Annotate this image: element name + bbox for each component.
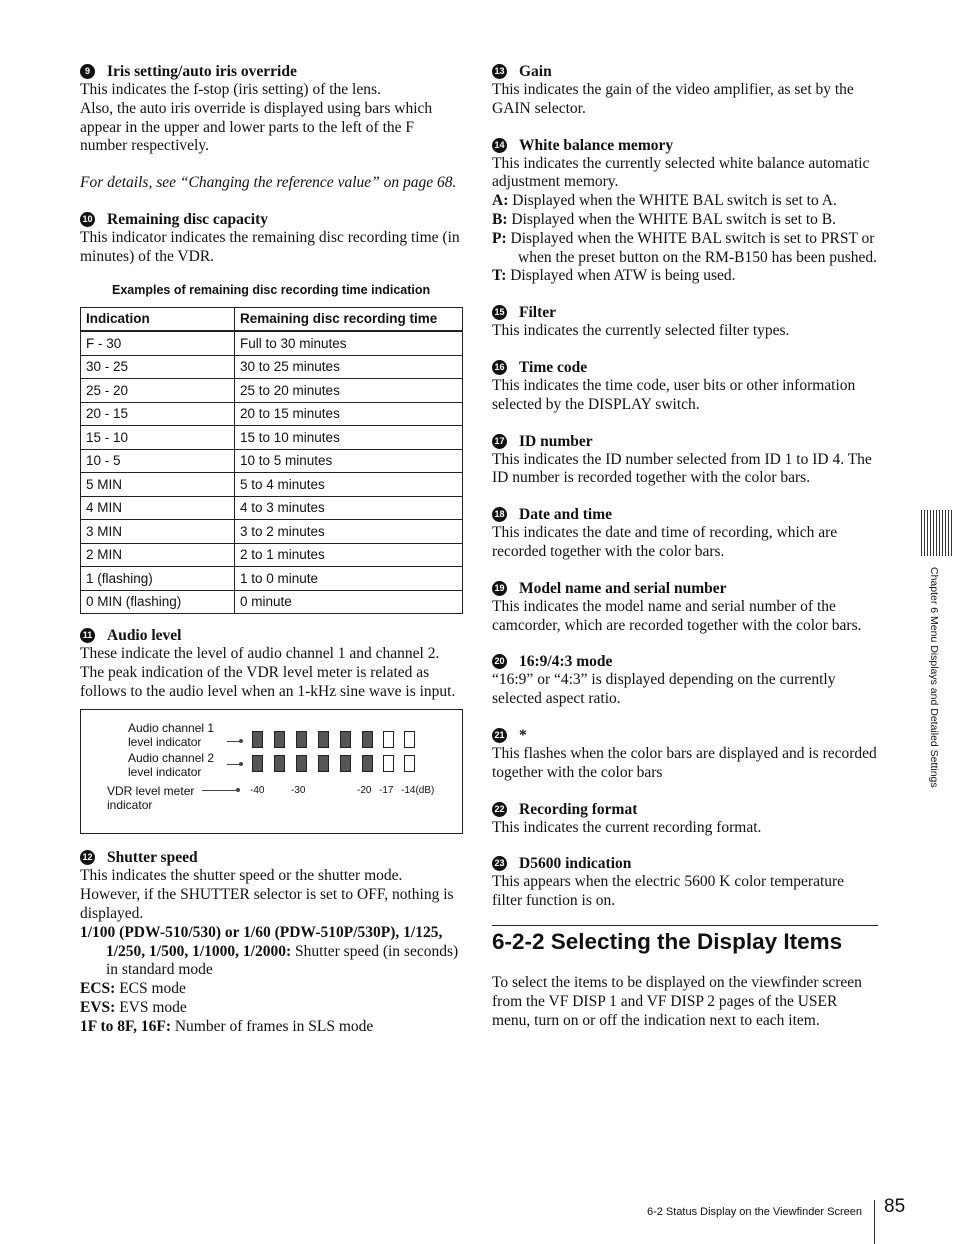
chapter-tab-marker xyxy=(921,510,954,556)
recording-time-cell: 25 to 20 minutes xyxy=(235,379,463,403)
definition-term: 1/100 (PDW-510/530) or 1/60 (PDW-510P/530P), 1/125, 1/250, 1/500, 1/1000, 1/2000: xyxy=(80,923,443,960)
paragraph: This indicates the gain of the video amplifier, as set by the GAIN selector. xyxy=(492,81,854,117)
indication-cell: 25 - 20 xyxy=(81,379,235,403)
definition-item xyxy=(80,1018,463,1037)
definition-term: ECS: xyxy=(80,980,116,998)
table-row xyxy=(81,567,463,591)
definition-desc: Number of frames in SLS mode xyxy=(170,1017,374,1035)
definition-desc: Displayed when the WHITE BAL switch is set to PRST or when the preset button on the RM-B150 has been pushed. xyxy=(506,229,878,266)
table-row xyxy=(81,379,463,403)
item-number-icon: 22 xyxy=(492,802,507,817)
paragraph: These indicate the level of audio channel 1 and channel 2. The peak indication of the VDR level meter is related as follows to the audio level when an 1-kHz sine wave is input. xyxy=(80,645,456,700)
level-segment xyxy=(296,755,307,772)
item-number-icon: 10 xyxy=(80,212,95,227)
section-title: Iris setting/auto iris override xyxy=(107,63,297,80)
section-title: Audio level xyxy=(107,627,182,645)
recording-time-cell: 3 to 2 minutes xyxy=(235,520,463,544)
table-row xyxy=(81,473,463,497)
table-row xyxy=(81,543,463,567)
item-number-icon: 23 xyxy=(492,856,507,871)
page-number: 85 xyxy=(884,1196,906,1217)
ch2-label: Audio channel 2 level indicator xyxy=(128,751,215,780)
indication-cell: 5 MIN xyxy=(81,473,235,497)
definition-term: B: xyxy=(492,210,508,228)
definition-term: A: xyxy=(492,192,509,210)
paragraph: This flashes when the color bars are displayed and is recorded together with the color bars xyxy=(492,744,877,781)
table-header-row xyxy=(81,307,463,331)
recording-time-cell: Full to 30 minutes xyxy=(235,331,463,355)
section-time-code xyxy=(492,358,878,415)
paragraph: This indicates the current recording format. xyxy=(492,818,762,836)
paragraph: This indicates the currently selected filter types. xyxy=(492,322,790,340)
definition-item xyxy=(492,211,878,230)
paragraph: This indicates the model name and serial number of the camcorder, which are recorded together with the color bars. xyxy=(492,597,862,634)
section-date-time xyxy=(492,505,878,562)
definition-item xyxy=(492,192,878,211)
section-filter xyxy=(492,303,878,341)
level-segment xyxy=(296,731,307,748)
section-shutter xyxy=(80,848,463,1036)
level-segment xyxy=(340,731,351,748)
paragraph: This indicates the currently selected white balance automatic adjustment memory. xyxy=(492,154,870,191)
section-d5600 xyxy=(492,854,878,911)
definition-desc: Displayed when ATW is being used. xyxy=(506,267,736,285)
paragraph: “16:9” or “4:3” is displayed depending on the currently selected aspect ratio. xyxy=(492,671,836,708)
table-row xyxy=(81,590,463,614)
section-iris xyxy=(80,62,463,193)
section-disc xyxy=(80,210,463,614)
indication-cell: 10 - 5 xyxy=(81,449,235,473)
level-segment xyxy=(383,755,394,772)
item-number-icon: 18 xyxy=(492,507,507,522)
column-header: Remaining disc recording time xyxy=(235,307,463,331)
right-column xyxy=(492,62,878,1030)
definition-item xyxy=(492,267,878,286)
item-number-icon: 16 xyxy=(492,360,507,375)
table-row xyxy=(81,355,463,379)
item-number-icon: 17 xyxy=(492,434,507,449)
table-row xyxy=(81,402,463,426)
section-title: ID number xyxy=(519,432,593,450)
left-column xyxy=(80,62,463,1054)
level-segment xyxy=(318,755,329,772)
indication-cell: 0 MIN (flashing) xyxy=(81,590,235,614)
section-id-number xyxy=(492,432,878,489)
definition-term: P: xyxy=(492,229,507,247)
section-title: Date and time xyxy=(519,506,612,524)
table-row xyxy=(81,449,463,473)
indication-cell: 4 MIN xyxy=(81,496,235,520)
level-segment xyxy=(362,731,373,748)
recording-time-cell: 20 to 15 minutes xyxy=(235,402,463,426)
definition-item xyxy=(80,980,463,999)
section-title: White balance memory xyxy=(519,136,674,154)
definition-desc: EVS mode xyxy=(115,999,187,1017)
section-model-name xyxy=(492,579,878,636)
level-segment xyxy=(274,755,285,772)
recording-time-cell: 5 to 4 minutes xyxy=(235,473,463,497)
recording-time-cell: 10 to 5 minutes xyxy=(235,449,463,473)
item-number-icon: 13 xyxy=(492,64,507,79)
level-segment xyxy=(274,731,285,748)
tick-label: -17 xyxy=(379,785,394,797)
paragraph: This indicates the f-stop (iris setting) of the lens. xyxy=(80,81,381,98)
section-title: * xyxy=(519,726,527,744)
recording-time-cell: 4 to 3 minutes xyxy=(235,496,463,520)
level-segment xyxy=(404,755,415,772)
tick-label: -14(dB) xyxy=(401,785,435,797)
tick-label: -30 xyxy=(291,785,306,797)
paragraph: This indicates the shutter speed or the shutter mode. However, if the SHUTTER selector is set to OFF, nothing is displayed. xyxy=(80,867,454,923)
vdr-meter-label: VDR level meter indicator xyxy=(107,784,195,813)
definition-desc: Displayed when the WHITE BAL switch is set to B. xyxy=(507,210,836,228)
definition-desc: ECS mode xyxy=(115,980,186,998)
recording-time-cell: 1 to 0 minute xyxy=(235,567,463,591)
paragraph: This appears when the electric 5600 K color temperature filter function is on. xyxy=(492,873,845,910)
section-title: Model name and serial number xyxy=(519,579,727,597)
table-row xyxy=(81,331,463,355)
indication-cell: 15 - 10 xyxy=(81,426,235,450)
disc-time-table xyxy=(80,307,463,615)
section-title: Remaining disc capacity xyxy=(107,210,269,228)
section-aspect-mode xyxy=(492,652,878,709)
section-title: Gain xyxy=(519,63,552,80)
item-number-icon: 20 xyxy=(492,654,507,669)
definition-term: EVS: xyxy=(80,999,116,1017)
item-number-icon: 11 xyxy=(80,628,95,643)
level-segment xyxy=(318,731,329,748)
cross-reference-note: For details, see “Changing the reference value” on page 68. xyxy=(80,174,457,192)
indication-cell: 20 - 15 xyxy=(81,402,235,426)
section-recording-format xyxy=(492,800,878,838)
table-row xyxy=(81,426,463,450)
section-white-balance xyxy=(492,136,878,287)
item-number-icon: 15 xyxy=(492,305,507,320)
item-number-icon: 9 xyxy=(80,64,95,79)
ch1-label: Audio channel 1 level indicator xyxy=(128,721,215,750)
item-number-icon: 12 xyxy=(80,850,95,865)
section-star xyxy=(492,726,878,783)
level-segment xyxy=(362,755,373,772)
tick-label: -40 xyxy=(250,785,265,797)
definition-item xyxy=(492,230,878,268)
audio-level-figure xyxy=(80,709,463,834)
indication-cell: 1 (flashing) xyxy=(81,567,235,591)
indication-cell: 3 MIN xyxy=(81,520,235,544)
section-title: D5600 indication xyxy=(519,855,632,873)
paragraph: This indicator indicates the remaining disc recording time (in minutes) of the VDR. xyxy=(80,228,460,265)
section-title: Filter xyxy=(519,304,557,322)
paragraph: This indicates the ID number selected from ID 1 to ID 4. The ID number is recorded together with the color bars. xyxy=(492,450,872,487)
indication-cell: 2 MIN xyxy=(81,543,235,567)
paragraph: Also, the auto iris override is displayed using bars which appear in the upper and lower parts to the left of the F number respectively. xyxy=(80,99,433,155)
table-row xyxy=(81,520,463,544)
table-row xyxy=(81,496,463,520)
section-title: 16:9/4:3 mode xyxy=(519,653,613,671)
footer-divider xyxy=(874,1200,875,1244)
recording-time-cell: 0 minute xyxy=(235,590,463,614)
section-title: Time code xyxy=(519,358,588,376)
tick-label: -20 xyxy=(357,785,372,797)
section-gain xyxy=(492,62,878,119)
definition-term: 1F to 8F, 16F: xyxy=(80,1017,171,1035)
item-number-icon: 21 xyxy=(492,728,507,743)
level-segment xyxy=(252,731,263,748)
section-title: Recording format xyxy=(519,800,638,818)
indication-cell: F - 30 xyxy=(81,331,235,355)
paragraph: This indicates the date and time of recording, which are recorded together with the color bars. xyxy=(492,524,838,560)
item-number-icon: 19 xyxy=(492,581,507,596)
definition-desc: Shutter speed (in seconds) in standard mode xyxy=(106,942,459,979)
section-title: Shutter speed xyxy=(107,849,198,867)
paragraph: To select the items to be displayed on the viewfinder screen from the VF DISP 1 and VF DISP 2 pages of the USER menu, turn on or off the indication next to each item. xyxy=(492,973,862,1029)
recording-time-cell: 15 to 10 minutes xyxy=(235,426,463,450)
page-footer: 6-2 Status Display on the Viewfinder Screen xyxy=(646,1206,862,1218)
definition-desc: Displayed when the WHITE BAL switch is set to A. xyxy=(508,192,837,210)
recording-time-cell: 2 to 1 minutes xyxy=(235,543,463,567)
level-segment xyxy=(383,731,394,748)
definition-item xyxy=(80,999,463,1018)
level-segment xyxy=(404,731,415,748)
level-segment xyxy=(252,755,263,772)
chapter-side-label: Chapter 6 Menu Displays and Detailed Settings xyxy=(928,567,940,788)
table-caption: Examples of remaining disc recording time indication xyxy=(112,282,431,297)
column-header: Indication xyxy=(81,307,235,331)
paragraph: This indicates the time code, user bits or other information selected by the DISPLAY switch. xyxy=(492,376,856,413)
section-audio xyxy=(80,626,463,834)
recording-time-cell: 30 to 25 minutes xyxy=(235,355,463,379)
item-number-icon: 14 xyxy=(492,138,507,153)
subsection-heading: 6-2-2 Selecting the Display Items xyxy=(492,925,878,955)
definition-term: T: xyxy=(492,267,507,285)
indication-cell: 30 - 25 xyxy=(81,355,235,379)
level-segment xyxy=(340,755,351,772)
definition-item xyxy=(80,924,463,980)
